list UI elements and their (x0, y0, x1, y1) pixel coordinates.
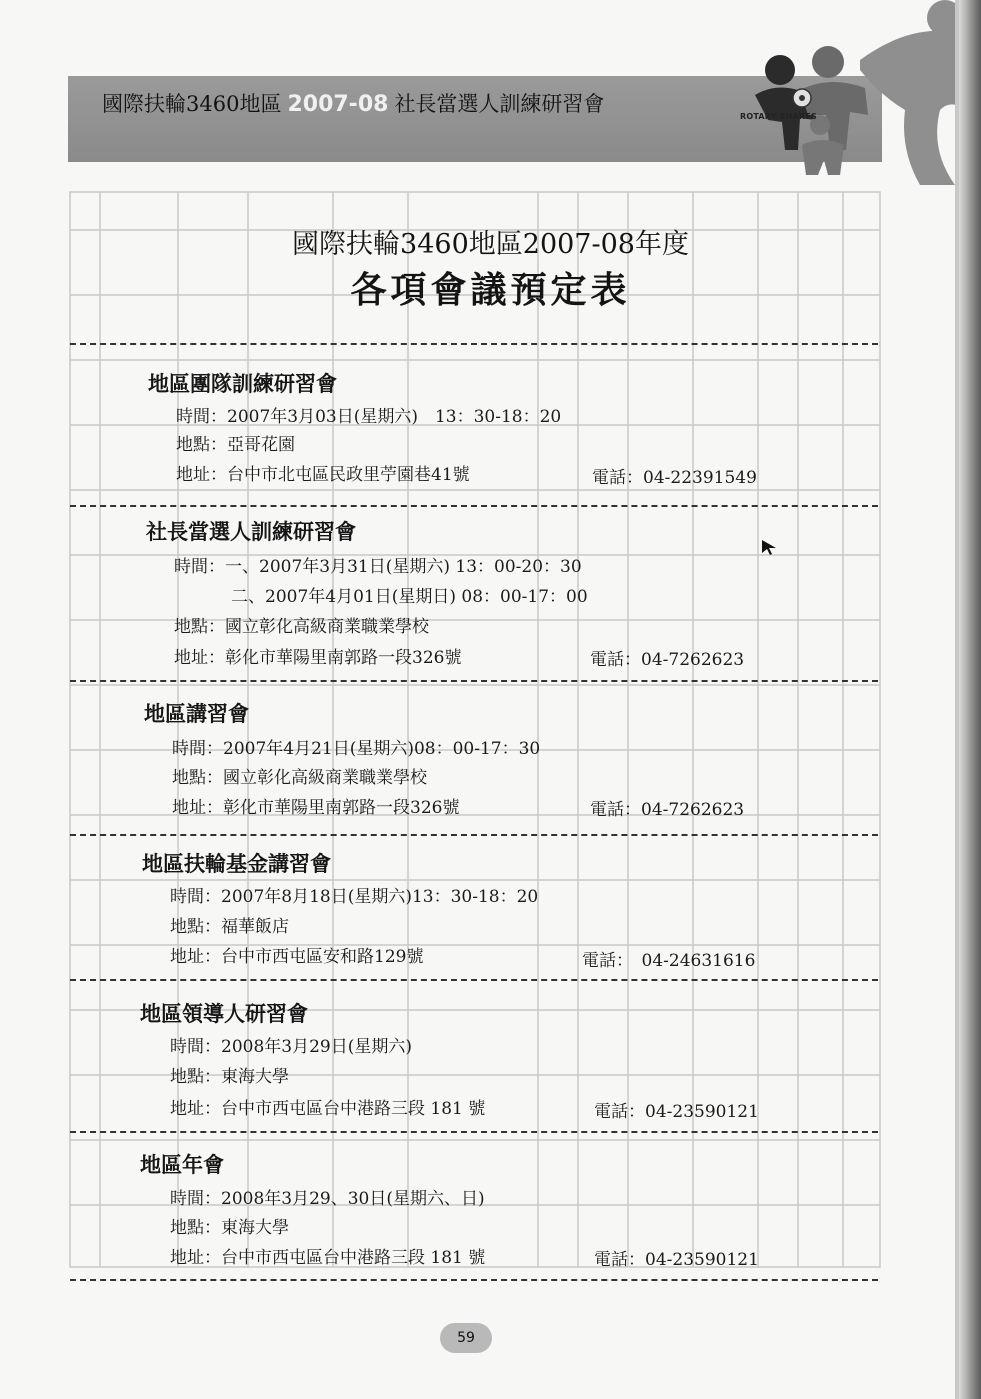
section-time-2: 二、2007年4月01日(星期日) 08：00-17：00 (231, 587, 588, 607)
section-heading: 地區扶輪基金講習會 (142, 852, 331, 876)
section-phone: 電話：04-22391549 (592, 468, 757, 488)
section-phone: 電話：04-23590121 (594, 1250, 759, 1270)
section-address: 地址：台中市西屯區安和路129號 (170, 947, 424, 967)
divider (70, 979, 878, 981)
header-prefix: 國際扶輪3460地區 (102, 92, 282, 116)
section-place: 地點：國立彰化高級商業職業學校 (172, 768, 427, 788)
section-heading: 地區講習會 (144, 702, 249, 726)
section-place: 地點：亞哥花園 (176, 435, 295, 455)
section-time: 時間：2007年4月21日(星期六)08：00-17：30 (172, 739, 541, 759)
section-place: 地點：東海大學 (170, 1218, 289, 1238)
section-heading: 社長當選人訓練研習會 (146, 520, 356, 544)
divider (70, 680, 878, 682)
page-number: 59 (440, 1323, 492, 1353)
section-time: 時間：2007年3月03日(星期六) 13：30-18：20 (176, 407, 562, 427)
document-subtitle: 各項會議預定表 (350, 269, 631, 311)
section-address: 地址：台中市北屯區民政里苧園巷41號 (176, 465, 470, 485)
section-phone: 電話：04-7262623 (590, 800, 745, 820)
section-address: 地址：彰化市華陽里南郭路一段326號 (172, 798, 460, 818)
section-place: 地點：福華飯店 (170, 917, 289, 937)
section-heading: 地區領導人研習會 (140, 1002, 308, 1026)
document-title: 國際扶輪3460地區2007-08年度 (292, 229, 689, 260)
divider (70, 1131, 878, 1133)
section-phone: 電話：04-7262623 (590, 650, 745, 670)
section-address: 地址：彰化市華陽里南郭路一段326號 (174, 648, 462, 668)
section-heading: 地區年會 (140, 1153, 224, 1177)
cursor-icon (760, 538, 778, 556)
section-place: 地點：國立彰化高級商業職業學校 (174, 617, 429, 637)
section-phone: 電話： 04-24631616 (582, 951, 756, 971)
rotary-shares-logo (740, 0, 975, 190)
logo-text: ROTARY SHARES (740, 112, 817, 121)
divider (70, 343, 878, 345)
divider (70, 505, 878, 507)
header-title (102, 88, 604, 118)
page-binding (959, 0, 981, 1399)
section-phone: 電話：04-23590121 (594, 1102, 759, 1122)
section-time: 時間：2008年3月29日(星期六) (170, 1037, 412, 1057)
section-time: 時間：2007年8月18日(星期六)13：30-18：20 (170, 887, 539, 907)
section-time: 時間：2008年3月29、30日(星期六、日) (170, 1189, 485, 1209)
section-address: 地址：台中市西屯區台中港路三段 181 號 (170, 1099, 486, 1119)
header-suffix: 社長當選人訓練研習會 (394, 92, 605, 116)
section-heading: 地區團隊訓練研習會 (148, 372, 337, 396)
section-address: 地址：台中市西屯區台中港路三段 181 號 (170, 1248, 486, 1268)
divider (70, 834, 878, 836)
header-year: 2007-08 (287, 92, 389, 117)
divider (70, 1279, 878, 1281)
section-time: 時間：一、2007年3月31日(星期六) 13：00-20：30 (174, 557, 582, 577)
section-place: 地點：東海大學 (170, 1067, 289, 1087)
